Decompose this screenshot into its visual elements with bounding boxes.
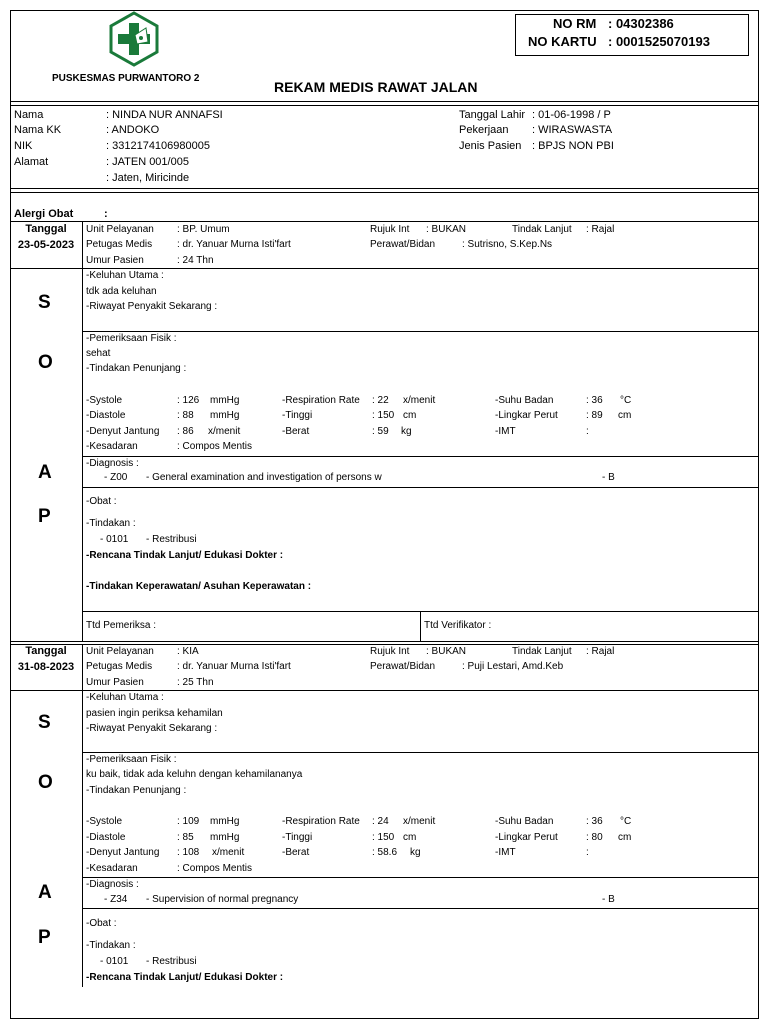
- soap-o: O: [38, 772, 53, 793]
- diagnosis-code: - Z34: [104, 894, 128, 905]
- divider: [10, 268, 82, 269]
- soap-a: A: [38, 462, 52, 483]
- jenis-pasien-value: : BPJS NON PBI: [532, 140, 614, 152]
- systole-label: -Systole: [86, 816, 123, 827]
- rujuk-label: Rujuk Int: [370, 646, 410, 657]
- column-divider: [82, 644, 83, 987]
- alergi-colon: :: [104, 208, 108, 220]
- diagnosis-type: - B: [602, 472, 615, 483]
- diagnosis-description: - General examination and investigation of persons w: [146, 472, 382, 483]
- divider: [82, 268, 758, 269]
- soap-p: P: [38, 506, 51, 527]
- berat-value: : 58.6: [372, 847, 398, 858]
- systole-label: -Systole: [86, 395, 123, 406]
- berat-label: -Berat: [282, 847, 310, 858]
- tindakan-description: - Restribusi: [146, 534, 197, 545]
- perawat-label: Perawat/Bidan: [370, 239, 436, 250]
- suhu-value: : 36: [586, 816, 603, 827]
- pekerjaan-value: : WIRASWASTA: [532, 124, 613, 136]
- denyut-value: : 86: [177, 426, 194, 437]
- clinic-name: PUSKESMAS PURWANTORO 2: [52, 73, 200, 84]
- resp-label: -Respiration Rate: [282, 395, 360, 406]
- keluhan-label: -Keluhan Utama :: [86, 692, 164, 703]
- fisik-value: ku baik, tidak ada keluhn dengan kehamilananya: [86, 769, 303, 780]
- divider: [10, 221, 758, 222]
- diagnosis-description: - Supervision of normal pregnancy: [146, 894, 299, 905]
- no-kartu-value: : 0001525070193: [608, 34, 710, 49]
- systole-unit: mmHg: [210, 816, 240, 827]
- denyut-unit: x/menit: [208, 426, 241, 437]
- petugas-value: : dr. Yanuar Murna Isti'fart: [177, 661, 291, 672]
- soap-o: O: [38, 352, 53, 373]
- unit-label: Unit Pelayanan: [86, 224, 154, 235]
- systole-unit: mmHg: [210, 395, 240, 406]
- diastole-label: -Diastole: [86, 832, 126, 843]
- divider: [10, 105, 758, 106]
- perawat-value: : Puji Lestari, Amd.Keb: [462, 661, 564, 672]
- column-divider: [82, 221, 83, 641]
- petugas-value: : dr. Yanuar Murna Isti'fart: [177, 239, 291, 250]
- denyut-label: -Denyut Jantung: [86, 847, 160, 858]
- no-rm-value: : 04302386: [608, 16, 674, 31]
- divider: [10, 641, 758, 642]
- alergi-label: Alergi Obat: [14, 208, 74, 220]
- divider: [82, 487, 758, 488]
- kesadaran-label: -Kesadaran: [86, 863, 138, 874]
- divider: [82, 331, 758, 332]
- divider: [82, 877, 758, 878]
- tindakan-description: - Restribusi: [146, 956, 197, 967]
- nama-value: : NINDA NUR ANNAFSI: [106, 109, 223, 121]
- divider: [10, 101, 758, 102]
- tanggal-label: Tanggal: [25, 223, 67, 235]
- unit-value: : BP. Umum: [177, 224, 230, 235]
- tindak-lanjut-value: : Rajal: [586, 646, 615, 657]
- riwayat-label: -Riwayat Penyakit Sekarang :: [86, 301, 218, 312]
- suhu-unit: °C: [620, 395, 632, 406]
- lingkar-unit: cm: [618, 832, 632, 843]
- keluhan-value: pasien ingin periksa kehamilan: [86, 708, 223, 719]
- lingkar-label: -Lingkar Perut: [495, 832, 558, 843]
- alamat-value-2: : Jaten, Miricinde: [106, 172, 190, 184]
- tindak-lanjut-value: : Rajal: [586, 224, 615, 235]
- lingkar-value: : 80: [586, 832, 603, 843]
- suhu-unit: °C: [620, 816, 632, 827]
- diastole-unit: mmHg: [210, 410, 240, 421]
- tinggi-unit: cm: [403, 410, 417, 421]
- tgl-lahir-value: : 01-06-1998 / P: [532, 109, 611, 121]
- soap-s: S: [38, 712, 51, 733]
- kk-value: : ANDOKO: [106, 124, 160, 136]
- no-rm-label: NO RM: [553, 16, 597, 31]
- tgl-lahir-label: Tanggal Lahir: [459, 109, 526, 121]
- fisik-label: -Pemeriksaan Fisik :: [86, 333, 177, 344]
- tinggi-value: : 150: [372, 832, 395, 843]
- visit-date: 31-08-2023: [17, 661, 75, 673]
- rencana-label: -Rencana Tindak Lanjut/ Edukasi Dokter :: [86, 972, 284, 983]
- kk-label: Nama KK: [14, 124, 62, 136]
- no-kartu-label: NO KARTU: [528, 34, 597, 49]
- umur-value: : 24 Thn: [177, 255, 214, 266]
- penunjang-label: -Tindakan Penunjang :: [86, 363, 187, 374]
- riwayat-label: -Riwayat Penyakit Sekarang :: [86, 723, 218, 734]
- fisik-label: -Pemeriksaan Fisik :: [86, 754, 177, 765]
- petugas-label: Petugas Medis: [86, 661, 153, 672]
- tindakan-code: - 0101: [100, 956, 129, 967]
- resp-value: : 22: [372, 395, 389, 406]
- diastole-value: : 85: [177, 832, 194, 843]
- ttd-pemeriksa-label: Ttd Pemeriksa :: [86, 620, 157, 631]
- column-divider: [420, 611, 421, 641]
- rujuk-label: Rujuk Int: [370, 224, 410, 235]
- unit-value: : KIA: [177, 646, 199, 657]
- lingkar-unit: cm: [618, 410, 632, 421]
- keluhan-label: -Keluhan Utama :: [86, 270, 164, 281]
- fisik-value: sehat: [86, 348, 111, 359]
- alamat-value: : JATEN 001/005: [106, 156, 189, 168]
- tindak-lanjut-label: Tindak Lanjut: [512, 224, 572, 235]
- resp-label: -Respiration Rate: [282, 816, 360, 827]
- kesadaran-value: : Compos Mentis: [177, 441, 253, 452]
- suhu-label: -Suhu Badan: [495, 395, 554, 406]
- berat-value: : 59: [372, 426, 389, 437]
- resp-unit: x/menit: [403, 395, 436, 406]
- tanggal-label: Tanggal: [25, 645, 67, 657]
- berat-unit: kg: [410, 847, 421, 858]
- alamat-label: Alamat: [14, 156, 49, 168]
- divider: [10, 192, 758, 193]
- soap-p: P: [38, 927, 51, 948]
- tinggi-value: : 150: [372, 410, 395, 421]
- diagnosis-label: -Diagnosis :: [86, 879, 139, 890]
- diastole-value: : 88: [177, 410, 194, 421]
- denyut-label: -Denyut Jantung: [86, 426, 160, 437]
- denyut-unit: x/menit: [212, 847, 245, 858]
- petugas-label: Petugas Medis: [86, 239, 153, 250]
- nik-value: : 3312174106980005: [106, 140, 210, 152]
- diastole-label: -Diastole: [86, 410, 126, 421]
- divider: [82, 752, 758, 753]
- tinggi-label: -Tinggi: [282, 410, 313, 421]
- resp-value: : 24: [372, 816, 389, 827]
- diastole-unit: mmHg: [210, 832, 240, 843]
- ttd-verifikator-label: Ttd Verifikator :: [424, 620, 492, 631]
- jenis-pasien-label: Jenis Pasien: [459, 140, 522, 152]
- berat-label: -Berat: [282, 426, 310, 437]
- diagnosis-code: - Z00: [104, 472, 128, 483]
- rencana-label: -Rencana Tindak Lanjut/ Edukasi Dokter :: [86, 550, 284, 561]
- nama-label: Nama: [14, 109, 44, 121]
- divider: [10, 644, 758, 645]
- resp-unit: x/menit: [403, 816, 436, 827]
- tindak-lanjut-label: Tindak Lanjut: [512, 646, 572, 657]
- diagnosis-type: - B: [602, 894, 615, 905]
- tinggi-unit: cm: [403, 832, 417, 843]
- kesadaran-value: : Compos Mentis: [177, 863, 253, 874]
- lingkar-value: : 89: [586, 410, 603, 421]
- imt-label: -IMT: [495, 847, 516, 858]
- berat-unit: kg: [401, 426, 412, 437]
- diagnosis-label: -Diagnosis :: [86, 458, 139, 469]
- obat-label: -Obat :: [86, 918, 117, 929]
- suhu-value: : 36: [586, 395, 603, 406]
- systole-value: : 126: [177, 395, 200, 406]
- perawat-label: Perawat/Bidan: [370, 661, 436, 672]
- unit-label: Unit Pelayanan: [86, 646, 154, 657]
- divider: [82, 456, 758, 457]
- tindakan-label: -Tindakan :: [86, 940, 136, 951]
- umur-label: Umur Pasien: [86, 255, 144, 266]
- perawat-value: : Sutrisno, S.Kep.Ns: [462, 239, 553, 250]
- divider: [10, 188, 758, 189]
- imt-colon: :: [586, 426, 589, 437]
- page-title: REKAM MEDIS RAWAT JALAN: [274, 79, 478, 95]
- denyut-value: : 108: [177, 847, 200, 858]
- imt-label: -IMT: [495, 426, 516, 437]
- tinggi-label: -Tinggi: [282, 832, 313, 843]
- umur-label: Umur Pasien: [86, 677, 144, 688]
- nik-label: NIK: [14, 140, 33, 152]
- divider: [82, 908, 758, 909]
- divider: [10, 690, 758, 691]
- penunjang-label: -Tindakan Penunjang :: [86, 785, 187, 796]
- lingkar-label: -Lingkar Perut: [495, 410, 558, 421]
- imt-colon: :: [586, 847, 589, 858]
- soap-s: S: [38, 292, 51, 313]
- keluhan-value: tdk ada keluhan: [86, 286, 157, 297]
- pekerjaan-label: Pekerjaan: [459, 124, 509, 136]
- kesadaran-label: -Kesadaran: [86, 441, 138, 452]
- tindakan-code: - 0101: [100, 534, 129, 545]
- suhu-label: -Suhu Badan: [495, 816, 554, 827]
- obat-label: -Obat :: [86, 496, 117, 507]
- systole-value: : 109: [177, 816, 200, 827]
- tindakan-label: -Tindakan :: [86, 518, 136, 529]
- rujuk-value: : BUKAN: [426, 224, 467, 235]
- umur-value: : 25 Thn: [177, 677, 214, 688]
- visit-date: 23-05-2023: [17, 239, 75, 251]
- puskesmas-logo-icon: [106, 11, 162, 67]
- rujuk-value: : BUKAN: [426, 646, 467, 657]
- soap-a: A: [38, 882, 52, 903]
- keperawatan-label: -Tindakan Keperawatan/ Asuhan Keperawatan :: [86, 581, 312, 592]
